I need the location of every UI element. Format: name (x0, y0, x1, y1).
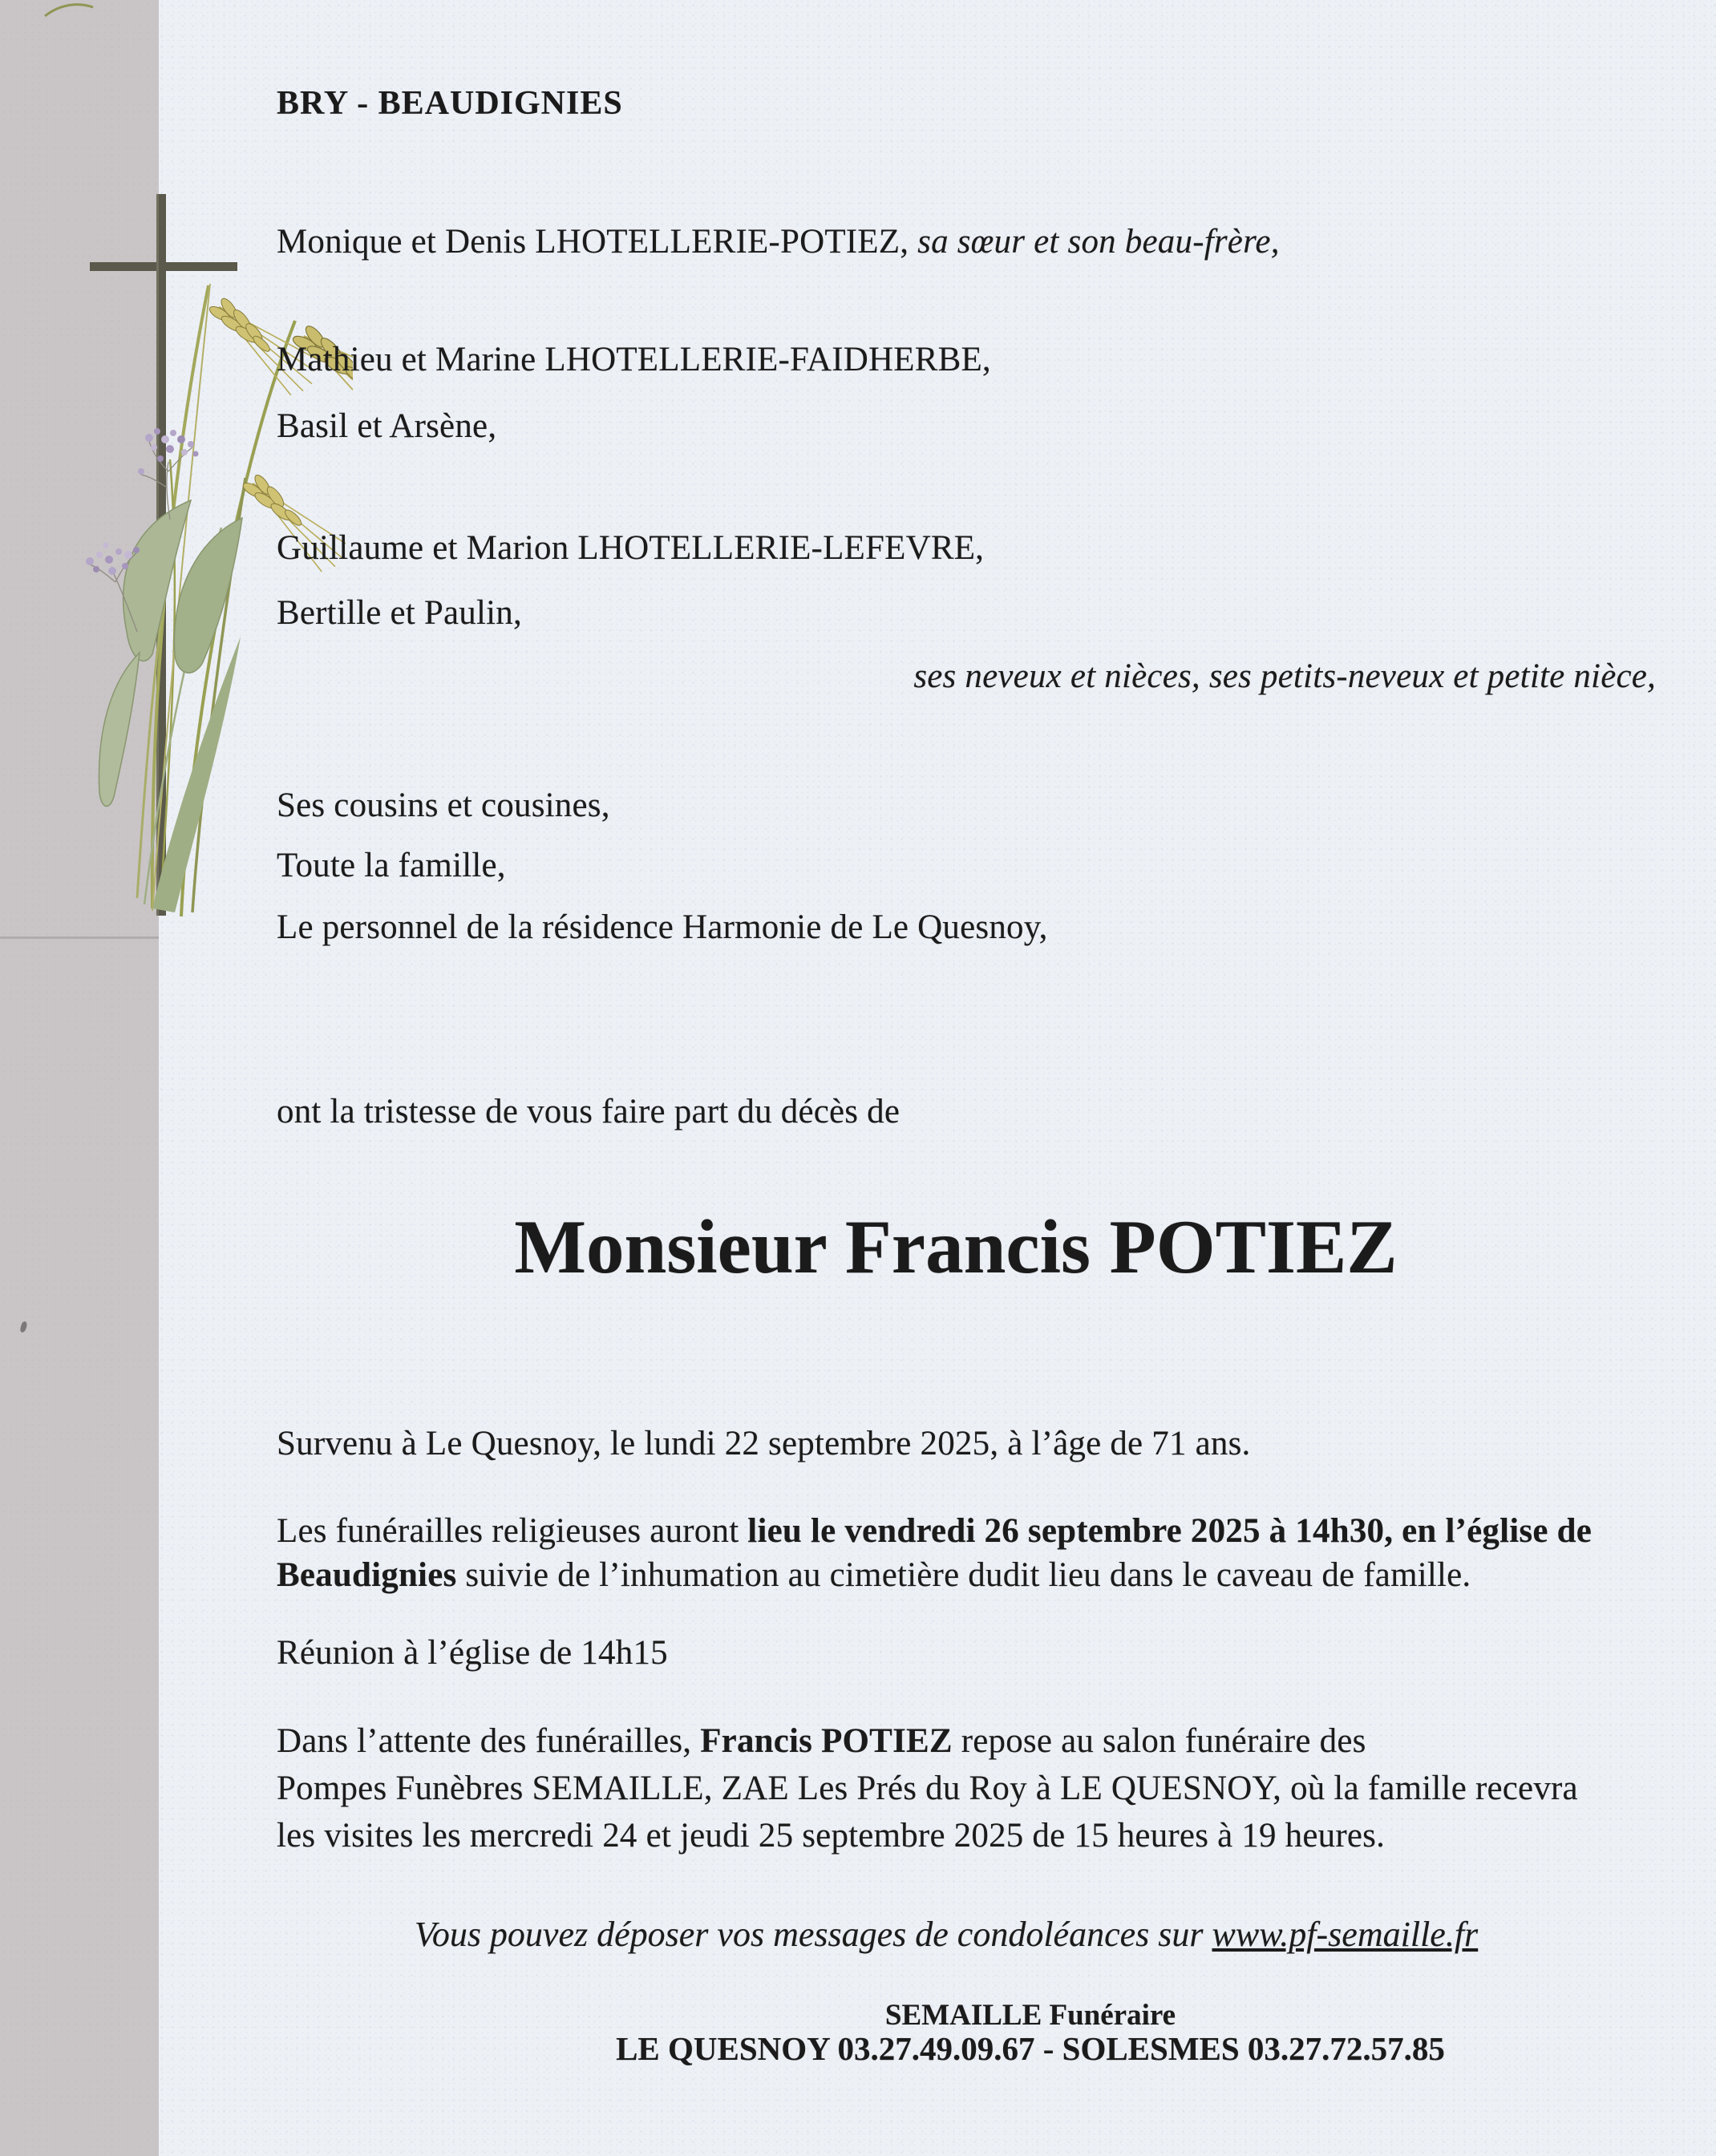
relation-note-right: ses neveux et nièces, ses petits-neveux et petite nièce, (913, 657, 1656, 695)
condolences-text: Vous pouvez déposer vos messages de condoléances sur (414, 1915, 1212, 1954)
family-line: Le personnel de la résidence Harmonie de Le Quesnoy, (277, 908, 1048, 946)
condolences-url: www.pf-semaille.fr (1212, 1915, 1479, 1954)
repose-line-3: les visites les mercredi 24 et jeudi 25 septembre 2025 de 15 heures à 19 heures. (277, 1817, 1386, 1855)
family-line: Ses cousins et cousines, (277, 787, 610, 824)
family-line: Mathieu et Marine LHOTELLERIE-FAIDHERBE, (277, 341, 991, 378)
funeral-home-contacts: LE QUESNOY 03.27.49.09.67 - SOLESMES 03.27.72.57.85 (616, 2030, 1445, 2067)
funeral-home-name: SEMAILLE Funéraire (884, 1999, 1176, 2032)
funeral-line-2 (277, 1555, 1471, 1595)
repose-text: repose au salon funéraire des (952, 1722, 1366, 1760)
funeral-place-bold: Beaudignies (277, 1556, 457, 1594)
condolences-line (257, 1914, 1636, 1955)
intro-line: ont la tristesse de vous faire part du décès de (277, 1093, 900, 1131)
family-names: Monique et Denis LHOTELLERIE-POTIEZ, (277, 223, 909, 261)
stem-tip-icon (42, 0, 98, 18)
family-line: Toute la famille, (277, 847, 506, 884)
deceased-name-title: Monsieur Francis POTIEZ (514, 1204, 1398, 1289)
family-line (277, 222, 1280, 261)
death-info-line: Survenu à Le Quesnoy, le lundi 22 septembre 2025, à l’âge de 71 ans. (277, 1425, 1251, 1462)
scan-fold-line (0, 936, 159, 939)
family-line: Guillaume et Marion LHOTELLERIE-LEFEVRE, (277, 529, 985, 567)
town-header: BRY - BEAUDIGNIES (277, 85, 623, 122)
funeral-date-bold: lieu le vendredi 26 septembre 2025 à 14h30, en l’église de (747, 1512, 1592, 1550)
family-line: Bertille et Paulin, (277, 594, 522, 632)
deceased-name-bold: Francis POTIEZ (700, 1722, 953, 1760)
repose-line-1 (277, 1721, 1366, 1761)
funeral-text: Les funérailles religieuses auront (277, 1512, 748, 1550)
meeting-line: Réunion à l’église de 14h15 (277, 1634, 668, 1672)
repose-text: Dans l’attente des funérailles, (277, 1722, 701, 1760)
relation-note: sa sœur et son beau-frère, (917, 223, 1280, 261)
funeral-text: suivie de l’inhumation au cimetière dudit lieu dans le caveau de famille. (456, 1556, 1471, 1594)
leaf-blades (99, 500, 242, 912)
repose-line-2: Pompes Funèbres SEMAILLE, ZAE Les Prés du Roy à LE QUESNOY, où la famille recevra (277, 1770, 1578, 1807)
family-line: Basil et Arsène, (277, 407, 497, 445)
funeral-line-1 (277, 1511, 1592, 1551)
